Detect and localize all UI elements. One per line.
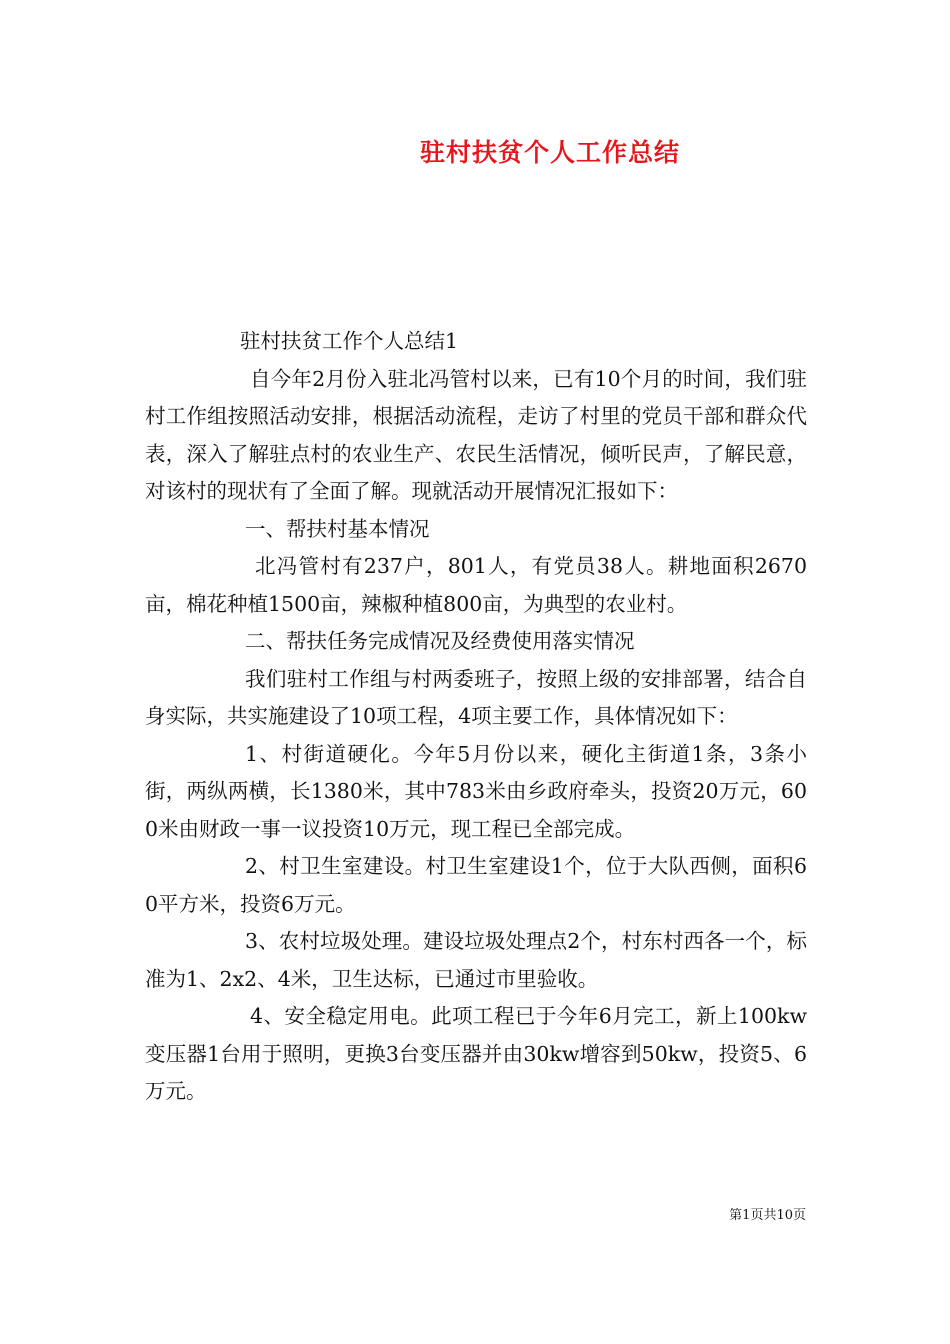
- section-heading: 一、帮扶村基本情况: [245, 516, 430, 541]
- body-paragraph: 1、村街道硬化。今年5月份以来，硬化主街道1条，3条小街，两纵两横，长1380米，其中783米由乡政府牵头，投资20万元，600米由财政一事一议投资10万元，现工程已全部完成。: [145, 741, 807, 841]
- body-paragraph: 自今年2月份入驻北冯管村以来，已有10个月的时间，我们驻村工作组按照活动安排，根据活动流程，走访了村里的党员干部和群众代表，深入了解驻点村的农业生产、农民生活情况，倾听民声，了解民意，对该村的现状有了全面了解。现就活动开展情况汇报如下：: [145, 366, 807, 503]
- section-heading: 驻村扶贫工作个人总结1: [240, 329, 459, 353]
- page-number: 第1页共10页: [729, 1208, 806, 1223]
- body-paragraph: 3、农村垃圾处理。建设垃圾处理点2个，村东村西各一个，标准为1、2x2、4米，卫生达标，已通过市里验收。: [145, 929, 807, 991]
- body-paragraph: 4、安全稳定用电。此项工程已于今年6月完工，新上100kw变压器1台用于照明，更换3台变压器并由30kw增容到50kw，投资5、6万元。: [145, 1004, 807, 1103]
- body-paragraph: 我们驻村工作组与村两委班子，按照上级的安排部署，结合自身实际，共实施建设了10项工程，4项主要工作，具体情况如下：: [145, 666, 807, 728]
- section-heading: 二、帮扶任务完成情况及经费使用落实情况: [245, 629, 635, 653]
- document-body: [145, 323, 807, 1111]
- document-title: 驻村扶贫个人工作总结: [419, 138, 680, 167]
- body-paragraph: 2、村卫生室建设。村卫生室建设1个，位于大队西侧，面积60平方米，投资6万元。: [145, 854, 807, 916]
- body-paragraph: 北冯管村有237户，801人，有党员38人。耕地面积2670亩，棉花种植1500亩，辣椒种植800亩，为典型的农业村。: [145, 554, 807, 616]
